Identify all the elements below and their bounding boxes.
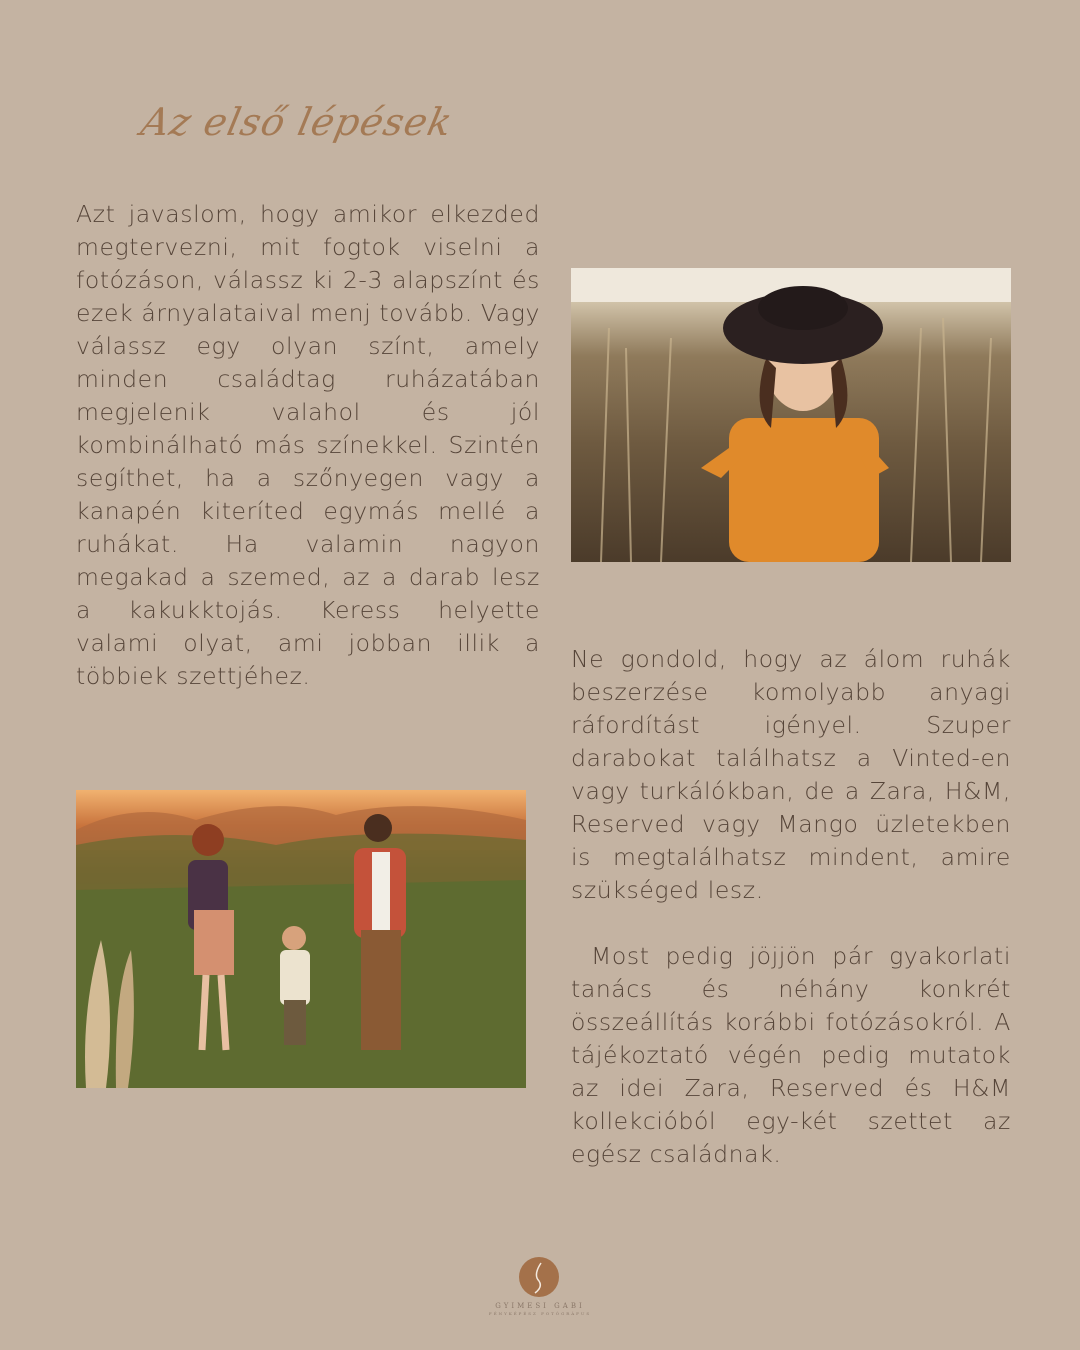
page-title: Az első lépések: [137, 100, 457, 144]
shopping-paragraph: Ne gondold, hogy az álom ruhák beszerzése komolyabb anyagi ráfordítást igényel. Szuper darabokat találhatsz a Vinted-en vagy turkálókban, de a Zara, H&M, Reserved vagy Mango üzletekben is megtalálhatsz mindent, amire szükséged lesz.: [571, 645, 1011, 904]
practical-tips-paragraph: Most pedig jöjjön pár gyakorlati tanács és néhány konkrét összeállítás korábbi fotózásokról. A tájékoztató végén pedig mutatok az idei Zara, Reserved és H&M kollekcióból egy-két szettet az egész családnak.: [571, 942, 1011, 1168]
brand-name: GYIMESI GABI: [495, 1302, 585, 1310]
family-walking-photo: [76, 790, 526, 1088]
brand-logo-icon: [519, 1257, 559, 1297]
intro-paragraph: Azt javaslom, hogy amikor elkezded megtervezni, mit fogtok viselni a fotózáson, válassz ki 2-3 alapszínt és ezek árnyalataival menj tovább. Vagy válassz egy olyan színt, amely minden családtag ruházatában megjelenik valahol és jól kombinálható más színekkel. Szintén segíthet, ha a szőnyegen vagy a kanapén kiteríted egymás mellé a ruhákat. Ha valamin nagyon megakad a szemed, az a darab lesz a kakukktojás. Keress helyette valami olyat, ami jobban illik a többiek szettjéhez.: [76, 200, 540, 690]
brand-tagline: FÉNYKÉPÉSZ FOTÓGRÁFUS: [488, 1311, 592, 1316]
girl-in-hat-photo: [571, 268, 1011, 562]
